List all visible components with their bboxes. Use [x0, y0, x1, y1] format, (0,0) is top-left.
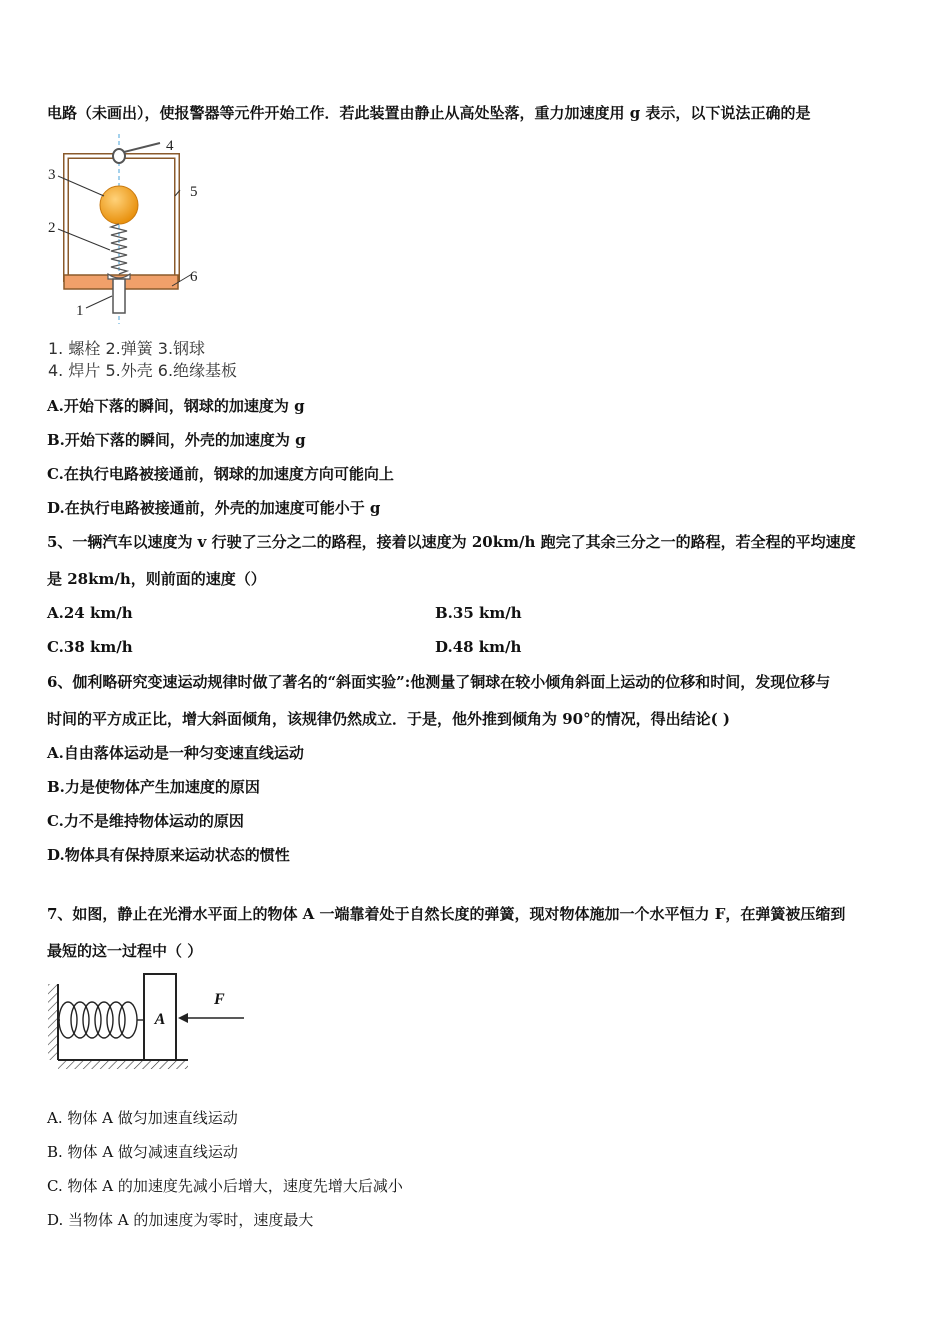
- q6-option-c: C.力不是维持物体运动的原因: [47, 812, 244, 830]
- steel-ball: [100, 186, 138, 224]
- alarm-device-figure: [40, 132, 270, 332]
- q4-option-c: C.在执行电路被接通前，钢球的加速度方向可能向上: [47, 465, 394, 483]
- q6-stem-line1: 6、伽利略研究变速运动规律时做了著名的“斜面实验”:他测量了铜球在较小倾角斜面上运动的位移和时间，发现位移与: [47, 673, 831, 691]
- q6-stem-line2: 时间的平方成正比，增大斜面倾角，该规律仍然成立．于是，他外推到倾角为 90°的情况，得出结论( ): [47, 710, 731, 728]
- q7-option-a: A. 物体 A 做匀加速直线运动: [47, 1109, 238, 1127]
- q5-stem-line2: 是 28km/h，则前面的速度（）: [47, 570, 266, 588]
- q4-option-d: D.在执行电路被接通前，外壳的加速度可能小于 g: [47, 499, 381, 517]
- q7-stem-line1: 7、如图，静止在光滑水平面上的物体 A 一端靠着处于自然长度的弹簧，现对物体施加一个水平恒力 F，在弹簧被压缩到: [47, 905, 846, 923]
- q7-option-c: C. 物体 A 的加速度先减小后增大，速度先增大后减小: [47, 1177, 403, 1195]
- q5-option-d: D.48 km/h: [435, 638, 522, 656]
- label-5: 5: [190, 184, 198, 200]
- label-3: 3: [48, 167, 56, 183]
- q7-stem-line2: 最短的这一过程中（ ）: [47, 942, 203, 960]
- q5-stem-line1: 5、一辆汽车以速度为 v 行驶了三分之二的路程，接着以速度为 20km/h 跑完了其余三分之一的路程，若全程的平均速度: [47, 533, 856, 551]
- q6-option-a: A.自由落体运动是一种匀变速直线运动: [47, 744, 304, 762]
- q6-option-b: B.力是使物体产生加速度的原因: [47, 778, 260, 796]
- q4-option-a: A.开始下落的瞬间，钢球的加速度为 g: [47, 397, 305, 415]
- figure-legend-line2: 4. 焊片 5.外壳 6.绝缘基板: [48, 361, 238, 380]
- force-label: F: [214, 991, 225, 1008]
- q7-option-d: D. 当物体 A 的加速度为零时，速度最大: [47, 1211, 314, 1229]
- block-label: A: [154, 1011, 166, 1028]
- q4-option-b: B.开始下落的瞬间，外壳的加速度为 g: [47, 431, 306, 449]
- label-2: 2: [48, 220, 56, 236]
- spring: [58, 1002, 144, 1038]
- q7-option-b: B. 物体 A 做匀减速直线运动: [47, 1143, 238, 1161]
- spring-block-figure: [44, 972, 254, 1072]
- q5-option-c: C.38 km/h: [47, 638, 133, 656]
- q4-intro: 电路（未画出），使报警器等元件开始工作．若此装置由静止从高处坠落，重力加速度用 g 表示，以下说法正确的是: [47, 104, 811, 122]
- q5-option-a: A.24 km/h: [47, 604, 133, 622]
- q6-option-d: D.物体具有保持原来运动状态的惯性: [47, 846, 290, 864]
- label-4: 4: [166, 138, 174, 154]
- bolt: [113, 279, 125, 313]
- label-1: 1: [76, 303, 84, 319]
- label-6: 6: [190, 269, 198, 285]
- figure-legend-line1: 1. 螺栓 2.弹簧 3.钢球: [48, 339, 206, 358]
- q5-option-b: B.35 km/h: [435, 604, 522, 622]
- spring: [111, 224, 127, 274]
